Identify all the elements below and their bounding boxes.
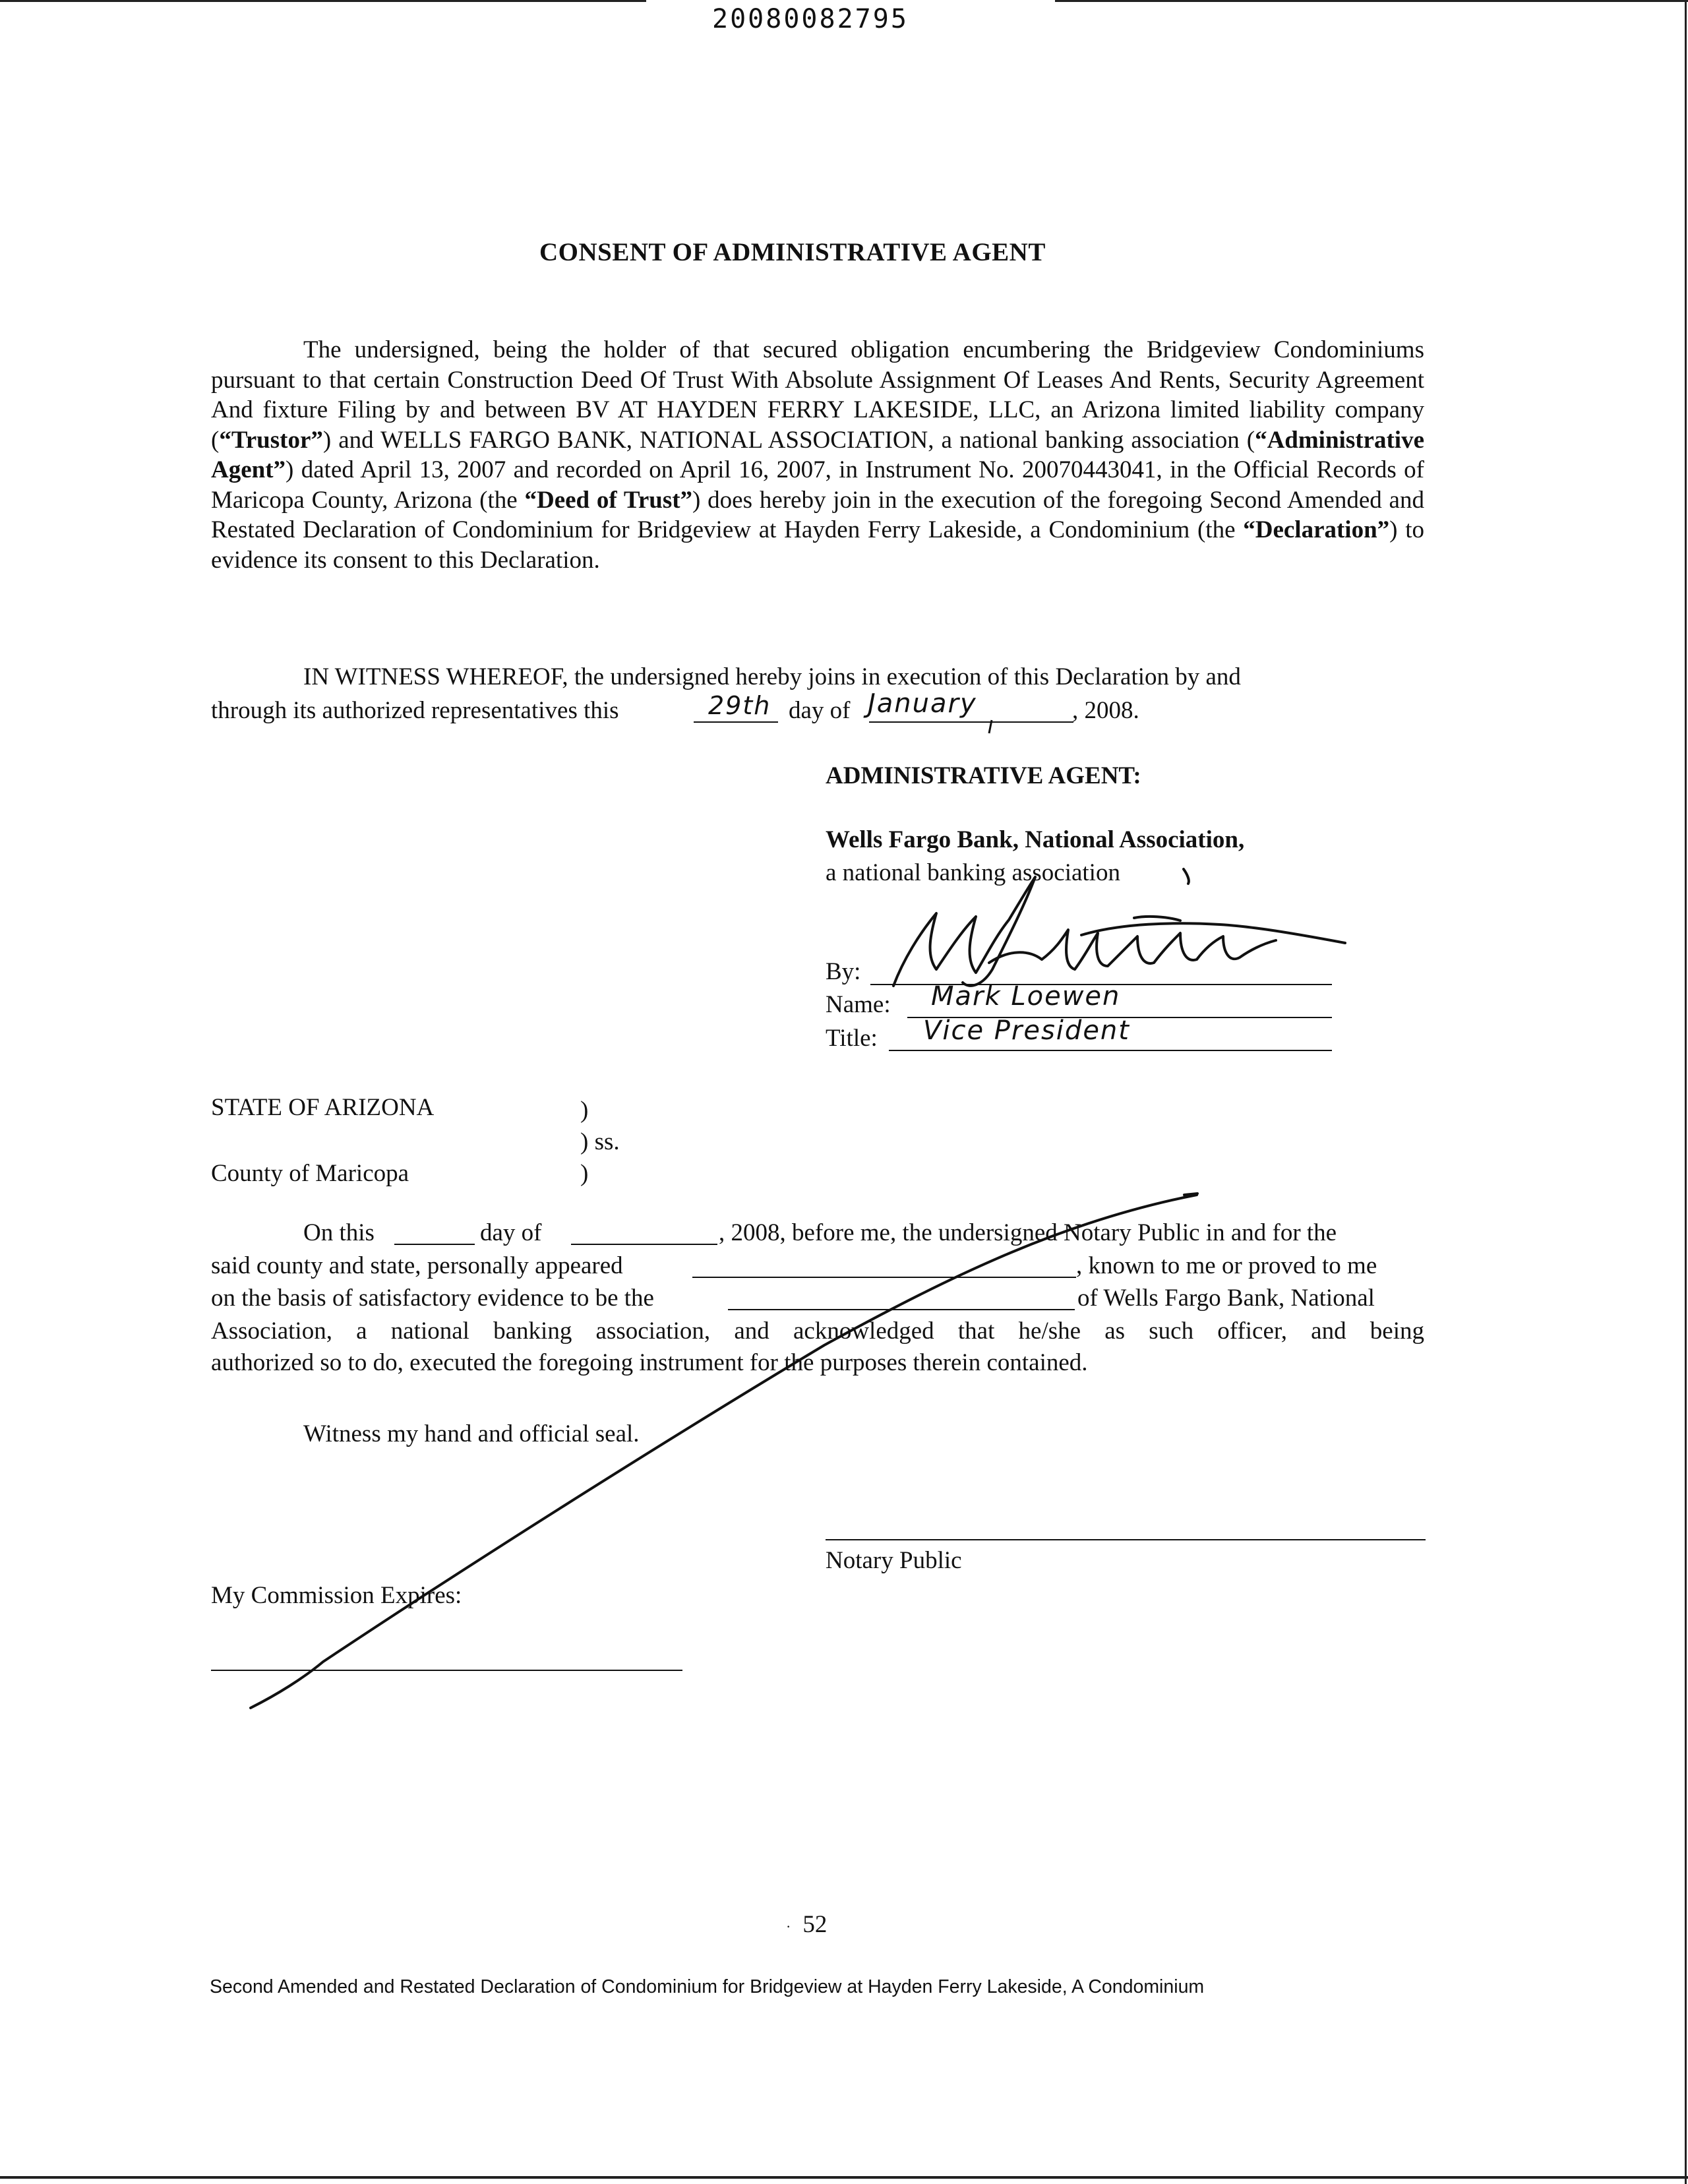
notary-public-label: Notary Public: [826, 1547, 962, 1574]
page-title: CONSENT OF ADMINISTRATIVE AGENT: [539, 238, 1046, 266]
day-of-label: day of: [789, 697, 851, 724]
notary-line-2a: said county and state, personally appeared: [211, 1252, 623, 1279]
notary-line-1c: , 2008, before me, the undersigned Notary Public in and for the: [719, 1219, 1337, 1246]
title-handwritten: Vice President: [923, 1016, 1130, 1046]
state-label: STATE OF ARIZONA: [211, 1094, 435, 1121]
witness-line-2-prefix: through its authorized representatives this: [211, 697, 619, 724]
day-handwritten: 29th: [708, 691, 771, 720]
administrative-agent-heading: ADMINISTRATIVE AGENT:: [826, 762, 1141, 789]
notary-line-1a: On this: [303, 1219, 375, 1246]
venue-paren-1: ): [580, 1097, 589, 1124]
footer-caption: Second Amended and Restated Declaration of Condominium for Bridgeview at Hayden Ferry Lakeside, A Condominium: [210, 1976, 1205, 1997]
month-handwritten: January: [868, 688, 977, 719]
page-number: · 52: [786, 1911, 828, 1938]
commission-label: My Commission Expires:: [211, 1582, 462, 1609]
strike-through-line: [251, 1194, 1197, 1708]
recording-number: 20080082795: [712, 4, 909, 34]
month-underline-hook: [989, 720, 992, 733]
notary-line-2b: , known to me or proved to me: [1076, 1252, 1377, 1279]
entity-name: Wells Fargo Bank, National Association,: [826, 826, 1245, 853]
notary-line-1b: day of: [480, 1219, 542, 1246]
county-label: County of Maricopa: [211, 1160, 409, 1187]
witness-seal: Witness my hand and official seal.: [303, 1420, 640, 1447]
notary-line-3b: of Wells Fargo Bank, National: [1077, 1285, 1375, 1312]
signature-scribble: [893, 869, 1345, 986]
title-label: Title:: [826, 1025, 878, 1052]
year-suffix: , 2008.: [1072, 697, 1139, 724]
notary-line-5: authorized so to do, executed the foregoing instrument for the purposes therein contained.: [211, 1349, 1088, 1376]
venue-paren-3: ): [580, 1160, 589, 1187]
notary-line-3a: on the basis of satisfactory evidence to be the: [211, 1285, 654, 1312]
entity-description: a national banking association: [826, 859, 1120, 886]
name-label: Name:: [826, 991, 891, 1018]
by-label: By:: [826, 958, 861, 985]
name-handwritten: Mark Loewen: [931, 981, 1121, 1012]
venue-ss: ) ss.: [580, 1128, 620, 1155]
witness-line-1: IN WITNESS WHEREOF, the undersigned hereby joins in execution of this Declaration by and: [303, 663, 1241, 690]
notary-line-4: Association, a national banking association, and acknowledged that he/she as such officer, and being: [211, 1318, 1424, 1345]
consent-paragraph: The undersigned, being the holder of that secured obligation encumbering the Bridgeview Condominiums pursuant to that certain Construction Deed Of Trust With Absolute Assignment Of Leases And Rents, Security Agreement And fixture Filing by and between BV AT HAYDEN FERRY LAKESIDE, LLC, an Arizona limited liability company (“Trustor”) and WELLS FARGO BANK, NATIONAL ASSOCIATION, a national banking association (“Administrative Agent”) dated April 13, 2007 and recorded on April 16, 2007, in Instrument No. 20070443041, in the Official Records of Maricopa County, Arizona (the “Deed of Trust”) does hereby join in the execution of the foregoing Second Amended and Restated Declaration of Condominium for Bridgeview at Hayden Ferry Lakeside, a Condominium (the “Declaration”) to evidence its consent to this Declaration.: [211, 336, 1424, 574]
